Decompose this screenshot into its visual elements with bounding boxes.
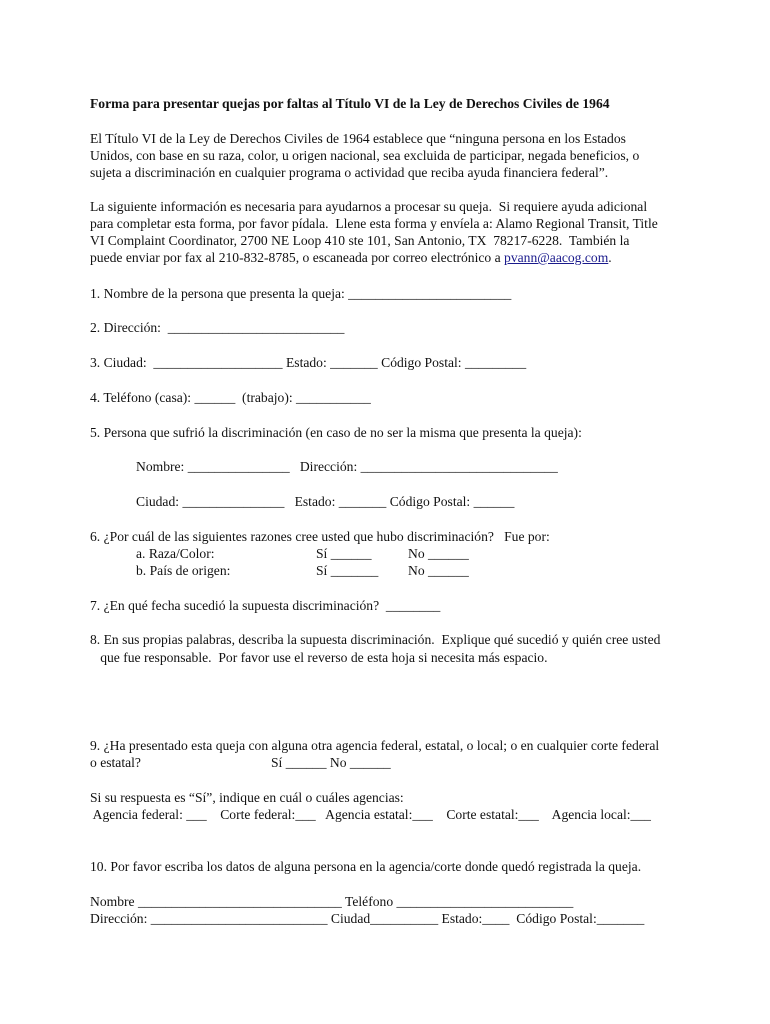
question-4[interactable]: 4. Teléfono (casa): ______ (trabajo): ___________ (90, 390, 371, 405)
question-8-line: que fue responsable. Por favor use el reverso de esta hoja si necesita más espacio. (90, 650, 548, 665)
question-3[interactable]: 3. Ciudad: ___________________ Estado: _______ Código Postal: _________ (90, 355, 527, 370)
q6-option-yes[interactable]: Sí ______ (316, 546, 372, 561)
question-10: 10. Por favor escriba los datos de alguna persona en la agencia/corte donde quedó registrada la queja. (90, 859, 642, 874)
instructions-line: VI Complaint Coordinator, 2700 NE Loop 410 ste 101, San Antonio, TX 78217-6228. También la (90, 233, 630, 248)
email-link[interactable]: pvann@aacog.com (504, 250, 609, 265)
question-9-followup: Si su respuesta es “Sí”, indique en cuál o cuáles agencias: (90, 790, 404, 805)
instructions-line: La siguiente información es necesaria para ayudarnos a procesar su queja. Si requiere ayuda adicional (90, 199, 648, 214)
form-title: Forma para presentar quejas por faltas al Título VI de la Ley de Derechos Civiles de 1964 (90, 96, 610, 111)
q6-option-no[interactable]: No ______ (408, 563, 469, 578)
question-10-name-phone[interactable]: Nombre ______________________________ Teléfono __________________________ (90, 894, 574, 909)
question-5-city-state-zip[interactable]: Ciudad: _______________ Estado: _______ Código Postal: ______ (136, 494, 515, 509)
instructions-text: puede enviar por fax al 210-832-8785, o escaneada por correo electrónico a (90, 250, 505, 265)
q6-option-yes[interactable]: Sí _______ (316, 563, 379, 578)
intro-line: sujeta a discriminación en cualquier programa o actividad que reciba ayuda financiera federal”. (90, 165, 609, 180)
intro-line: El Título VI de la Ley de Derechos Civiles de 1964 establece que “ninguna persona en los Estados (90, 131, 626, 146)
question-8-line: 8. En sus propias palabras, describa la supuesta discriminación. Explique qué sucedió y quién cree usted (90, 632, 661, 647)
instructions-period: . (608, 250, 612, 265)
question-1[interactable]: 1. Nombre de la persona que presenta la queja: ________________________ (90, 286, 512, 301)
question-6: 6. ¿Por cuál de las siguientes razones cree usted que hubo discriminación? Fue por: (90, 529, 550, 544)
question-7[interactable]: 7. ¿En qué fecha sucedió la supuesta discriminación? ________ (90, 598, 441, 613)
question-9-agencies[interactable]: Agencia federal: ___ Corte federal:___ Agencia estatal:___ Corte estatal:___ Agencia local:___ (90, 807, 651, 822)
instructions-line: para completar esta forma, por favor pídala. Llene esta forma y envíela a: Alamo Regional Transit, Title (90, 216, 658, 231)
question-9-answer[interactable]: Sí ______ No ______ (271, 755, 391, 770)
q6-option-label: b. País de origen: (136, 563, 231, 578)
question-5-name-address[interactable]: Nombre: _______________ Dirección: _____________________________ (136, 459, 558, 474)
instructions-line-email (90, 249, 612, 266)
intro-line: Unidos, con base en su raza, color, u origen nacional, sea excluida de participar, negada beneficios, o (90, 148, 640, 163)
q6-option-no[interactable]: No ______ (408, 546, 469, 561)
q6-option-label: a. Raza/Color: (136, 546, 215, 561)
question-10-address[interactable]: Dirección: __________________________ Ciudad__________ Estado:____ Código Postal:_______ (90, 911, 645, 926)
question-9-line: 9. ¿Ha presentado esta queja con alguna otra agencia federal, estatal, o local; o en cualquier corte federal (90, 738, 660, 753)
question-2[interactable]: 2. Dirección: __________________________ (90, 320, 345, 335)
question-9-line: o estatal? (90, 755, 141, 770)
question-5: 5. Persona que sufrió la discriminación (en caso de no ser la misma que presenta la queja): (90, 425, 582, 440)
